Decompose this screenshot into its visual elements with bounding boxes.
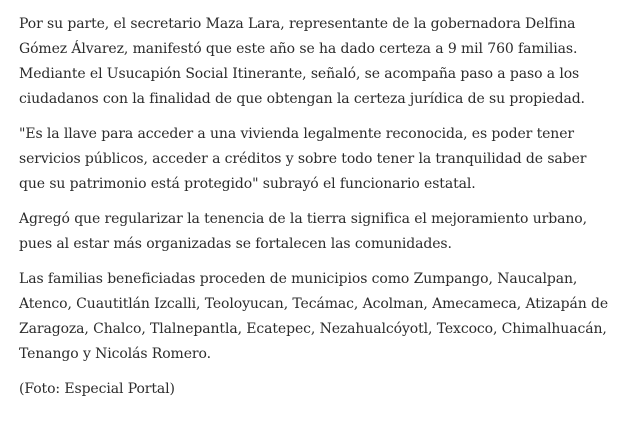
article-body — [19, 12, 611, 412]
paragraph-quote: "Es la llave para acceder a una vivienda legalmente reconocida, es poder tener servicios públicos, acceder a créditos y sobre todo tener la tranquilidad de saber que su patrimonio está protegido" subrayó el funcionario estatal. — [19, 126, 587, 192]
paragraph-municipalities: Las familias beneficiadas proceden de municipios como Zumpango, Naucalpan, Atenco, Cuautitlán Izcalli, Teoloyucan, Tecámac, Acolman, Amecameca, Atizapán de Zaragoza, Chalco, Tlalnepantla, Ecatepec, Nezahualcóyotl, Texcoco, Chimalhuacán, Tenango y Nicolás Romero. — [19, 271, 609, 362]
photo-credit: (Foto: Especial Portal) — [19, 381, 175, 397]
paragraph-secretary-statement: Por su parte, el secretario Maza Lara, representante de la gobernadora Delfina Gómez Álvarez, manifestó que este año se ha dado certeza a 9 mil 760 familias. Mediante el Usucapión Social Itinerante, señaló, se acompaña paso a paso a los ciudadanos con la finalidad de que obtengan la certeza jurídica de su propiedad. — [19, 16, 585, 107]
paragraph-land-tenure: Agregó que regularizar la tenencia de la tierra significa el mejoramiento urbano, pues al estar más organizadas se fortalecen las comunidades. — [19, 211, 587, 252]
